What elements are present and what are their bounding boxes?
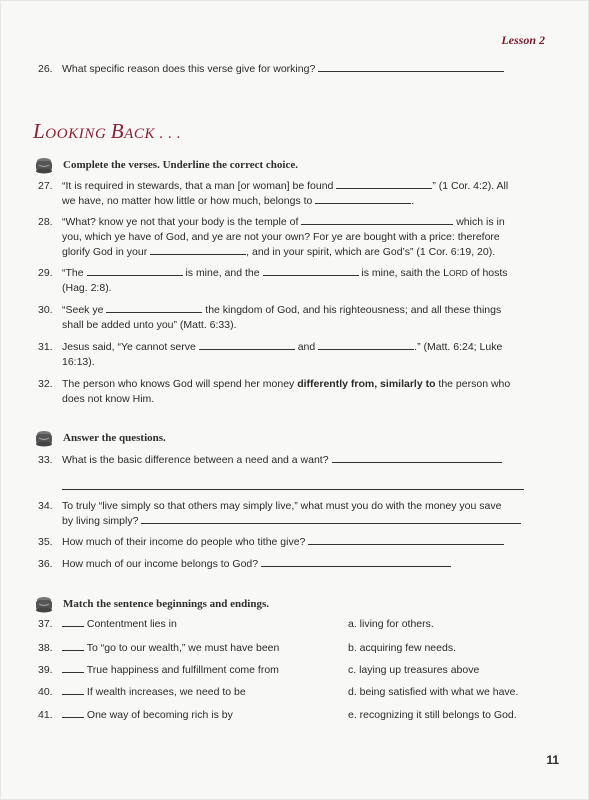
match-option-b: b. acquiring few needs. (348, 642, 456, 654)
pot-icon (33, 155, 55, 175)
match-blank[interactable] (62, 663, 84, 673)
section-header-complete (33, 155, 298, 175)
match-item-41: 41. One way of becoming rich is by (38, 709, 233, 721)
question-27: 27. “It is required in stewards, that a man [or woman] be found ” (1 Cor. 4:2). All we have, no matter how little or how much, belongs to . (38, 180, 509, 207)
question-29: 29. “The is mine, and the is mine, saith the LORD of hosts (Hag. 2:8). (38, 267, 508, 294)
match-item-40: 40. If wealth increases, we need to be (38, 686, 246, 698)
answer-blank[interactable] (87, 266, 183, 276)
answer-blank[interactable] (318, 62, 504, 72)
match-item-39: 39. True happiness and fulfillment come from (38, 664, 279, 676)
question-31: 31. Jesus said, “Ye cannot serve and .” (Matt. 6:24; Luke 16:13). (38, 341, 503, 368)
question-33: 33. What is the basic difference between a need and a want? (38, 453, 538, 495)
answer-blank[interactable] (332, 453, 502, 463)
answer-blank[interactable] (150, 245, 246, 255)
answer-blank[interactable] (62, 480, 524, 490)
pot-icon (33, 428, 55, 448)
match-blank[interactable] (62, 708, 84, 718)
answer-blank[interactable] (301, 215, 453, 225)
page-number: 11 (546, 753, 559, 767)
answer-blank[interactable] (199, 340, 295, 350)
section-instruction: Answer the questions. (63, 432, 166, 444)
answer-blank[interactable] (106, 303, 202, 313)
match-blank[interactable] (62, 685, 84, 695)
section-instruction: Match the sentence beginnings and endings. (63, 598, 269, 610)
question-34: 34. To truly “live simply so that others may simply live,” what must you do with the money you save by living simply? (38, 499, 538, 529)
question-number: 26. (38, 63, 53, 75)
section-header-answer (33, 428, 166, 448)
answer-blank[interactable] (315, 194, 411, 204)
section-instruction: Complete the verses. Underline the correct choice. (63, 159, 298, 171)
match-blank[interactable] (62, 617, 84, 627)
match-item-38: 38. To “go to our wealth,” we must have been (38, 642, 280, 654)
answer-blank[interactable] (141, 514, 521, 524)
match-option-d: d. being satisfied with what we have. (348, 686, 519, 698)
question-text: What specific reason does this verse give for working? (62, 63, 316, 75)
question-36: 36. How much of our income belongs to God? (38, 557, 538, 572)
answer-blank[interactable] (336, 179, 432, 189)
answer-blank[interactable] (308, 535, 504, 545)
question-26 (38, 62, 538, 77)
match-option-a: a. living for others. (348, 618, 434, 630)
match-item-37: 37. Contentment lies in (38, 618, 177, 630)
answer-blank[interactable] (263, 266, 359, 276)
choice-options[interactable]: differently from, similarly to (297, 378, 436, 390)
question-28: 28. “What? know ye not that your body is the temple of which is in you, which ye have of God, and ye are not your own? For ye are bought with a price: therefore glorify God in your , and in your spirit, which are God’s” (1 Cor. 6:19, 20). (38, 216, 505, 258)
match-blank[interactable] (62, 641, 84, 651)
question-32: 32. The person who knows God will spend her money differently from, similarly to the person who does not know Him. (38, 378, 511, 405)
match-option-c: c. laying up treasures above (348, 664, 480, 676)
question-35: 35. How much of their income do people who tithe give? (38, 535, 538, 550)
lesson-label: Lesson 2 (501, 33, 545, 47)
section-title: LOOKING BACK . . . (33, 119, 182, 143)
answer-blank[interactable] (261, 557, 451, 567)
answer-blank[interactable] (318, 340, 414, 350)
pot-icon (33, 594, 55, 614)
question-30: 30. “Seek ye the kingdom of God, and his righteousness; and all these things shall be added unto you” (Matt. 6:33). (38, 304, 502, 331)
section-header-match (33, 594, 269, 614)
match-option-e: e. recognizing it still belongs to God. (348, 709, 517, 721)
